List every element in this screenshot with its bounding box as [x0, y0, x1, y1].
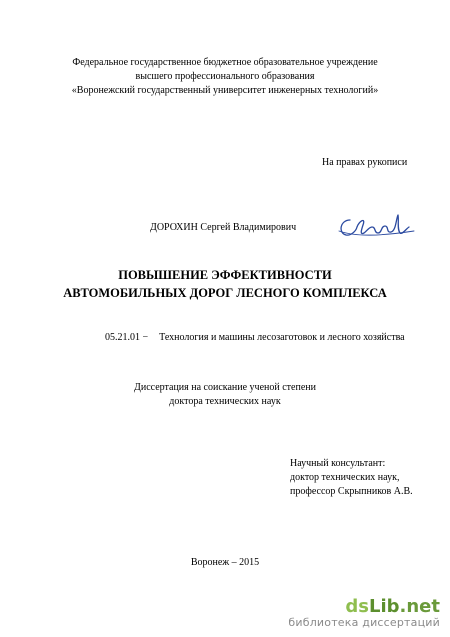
institution-line-2: высшего профессионального образования	[135, 71, 315, 82]
dslib-watermark[interactable]	[288, 597, 440, 629]
consultant-label: Научный консультант:	[290, 458, 386, 469]
degree-line-1: Диссертация на соискание ученой степени	[134, 382, 316, 393]
dslib-logo: dsLib.net	[345, 596, 440, 617]
consultant-degree: доктор технических наук,	[290, 472, 400, 483]
city-year: Воронеж – 2015	[190, 557, 260, 568]
institution-line-3: «Воронежский государственный университет инженерных технологий»	[71, 85, 379, 96]
author-signature	[336, 211, 416, 243]
institution-line-1: Федеральное государственное бюджетное образовательное учреждение	[72, 57, 378, 68]
specialty-name: Технология и машины лесозаготовок и лесного хозяйства	[159, 332, 405, 343]
dslib-subtitle: библиотека диссертаций	[288, 616, 440, 629]
consultant-name: профессор Скрыпников А.В.	[290, 486, 413, 497]
degree-line-2: доктора технических наук	[169, 396, 281, 407]
dissertation-title-line-1: ПОВЫШЕНИЕ ЭФФЕКТИВНОСТИ	[118, 268, 332, 282]
manuscript-note: На правах рукописи	[322, 157, 408, 168]
author-name: ДОРОХИН Сергей Владимирович	[150, 222, 297, 233]
dissertation-title-line-2: АВТОМОБИЛЬНЫХ ДОРОГ ЛЕСНОГО КОМПЛЕКСА	[63, 286, 387, 300]
specialty-line	[105, 332, 405, 344]
specialty-code: 05.21.01 −	[105, 332, 149, 343]
